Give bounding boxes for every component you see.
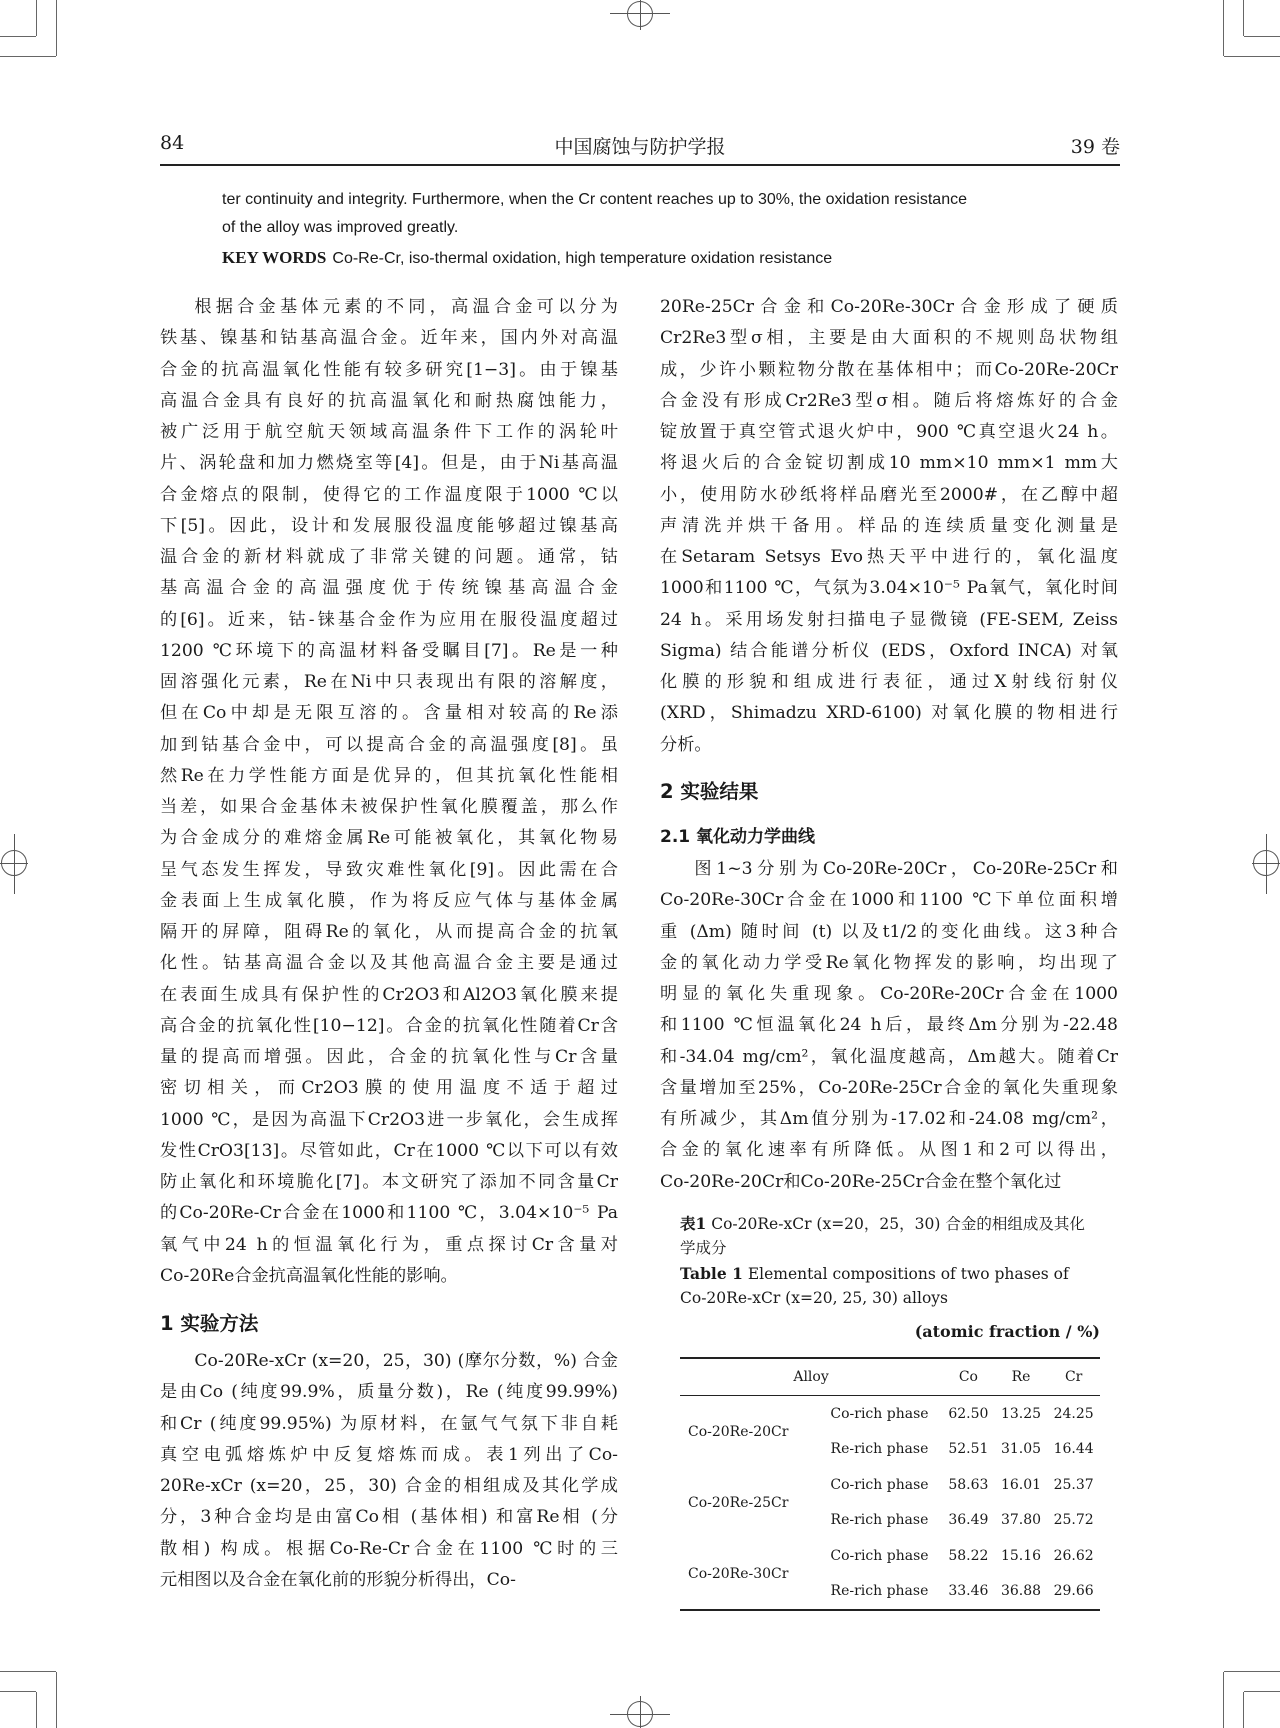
text-line: 下[5]。因此，设计和发展服役温度能够超过镍基高 <box>160 515 618 536</box>
phase-name: Co-rich phase <box>830 1405 929 1422</box>
running-header <box>160 132 1120 162</box>
text-line: 和1100 ℃恒温氧化24 h后，最终Δm分别为-22.48 <box>660 1015 1118 1036</box>
re-value: 37.80 <box>1000 1512 1042 1529</box>
re-value: 31.05 <box>1000 1441 1042 1458</box>
kinetics-paragraph <box>660 854 1118 1198</box>
text-line: 化性。钴基高温合金以及其他高温合金主要是通过 <box>160 953 618 974</box>
crop-mark <box>1224 56 1280 57</box>
text-line: 锭放置于真空管式退火炉中，900 ℃真空退火24 h。 <box>660 422 1118 442</box>
text-line: 分，3种合金均是由富Co相 (基体相) 和富Re相 (分 <box>160 1507 618 1528</box>
table-row <box>680 1396 1100 1432</box>
text-line: 含量增加至25%，Co-20Re-25Cr合金的氧化失重现象 <box>660 1077 1118 1098</box>
text-line: 在Setaram Setsys Evo热天平中进行的，氧化温度 <box>660 547 1118 567</box>
text-line: 成，少许小颗粒物分散在基体相中；而Co-20Re-20Cr <box>660 359 1118 380</box>
text-line: 合金的抗高温氧化性能有较多研究[1−3]。由于镍基 <box>160 359 618 380</box>
text-line: 的Co-20Re-Cr合金在1000和1100 ℃，3.04×10⁻⁵ Pa <box>160 1203 618 1224</box>
text-line: 的[6]。近来，钴-铼基合金作为应用在服役温度超过 <box>160 609 618 630</box>
co-value: 58.63 <box>948 1476 989 1493</box>
co-value: 36.49 <box>948 1512 989 1529</box>
text-line: 铁基、镍基和钴基高温合金。近年来，国内外对高温 <box>160 328 618 349</box>
text-line: 当差，如果合金基体未被保护性氧化膜覆盖，那么作 <box>160 797 618 817</box>
crop-mark <box>1224 1671 1280 1672</box>
table-header-row <box>680 1358 1100 1396</box>
text-line: Co-20Re合金抗高温氧化性能的影响。 <box>160 1265 458 1286</box>
cr-value: 25.37 <box>1053 1476 1094 1493</box>
crop-mark <box>1223 0 1224 56</box>
text-line: (XRD，Shimadzu XRD-6100) 对氧化膜的物相进行 <box>660 703 1118 724</box>
col-header-alloy: Alloy <box>793 1369 829 1385</box>
text-line: 但在Co中却是无限互溶的。含量相对较高的Re添 <box>160 703 618 724</box>
text-line: 合金的氧化速率有所降低。从图1和2可以得出， <box>660 1140 1118 1161</box>
text-line: Co-20Re-20Cr和Co-20Re-25Cr合金在整个氧化过 <box>660 1171 1062 1192</box>
crop-mark <box>0 56 56 57</box>
table-caption-en <box>680 1262 1100 1310</box>
crop-mark <box>1243 1692 1244 1728</box>
methods-paragraph <box>160 1346 618 1596</box>
phase-name: Re-rich phase <box>830 1441 929 1458</box>
text-line: 温合金的新材料就成了非常关键的问题。通常，钴 <box>160 547 618 567</box>
co-value: 52.51 <box>948 1441 989 1458</box>
phase-name: Re-rich phase <box>830 1583 929 1600</box>
text-line: Co-20Re-30Cr合金在1000和1100 ℃下单位面积增 <box>660 890 1118 911</box>
crop-mark <box>0 1671 56 1672</box>
text-line: 金的氧化动力学受Re氧化物挥发的影响，均出现了 <box>660 952 1118 973</box>
crop-mark <box>36 1692 37 1728</box>
text-line: 根据合金基体元素的不同，高温合金可以分为 <box>194 297 618 317</box>
crop-mark <box>1223 1672 1224 1728</box>
subsection-2-1-title: 2.1 氧化动力学曲线 <box>660 827 816 847</box>
alloy-name: Co-20Re-25Cr <box>688 1494 789 1511</box>
cr-value: 29.66 <box>1053 1583 1094 1600</box>
re-value: 13.25 <box>1000 1405 1042 1422</box>
text-line: 20Re-25Cr合金和Co-20Re-30Cr合金形成了硬质 <box>660 297 1118 317</box>
table-unit: (atomic fraction / %) <box>914 1322 1100 1341</box>
crop-mark <box>56 1672 57 1728</box>
table-label-cn: 表1 <box>680 1214 707 1233</box>
text-line: 24 h。采用场发射扫描电子显微镜 (FE-SEM, Zeiss <box>660 609 1118 630</box>
keywords <box>222 244 1102 273</box>
crop-mark <box>36 0 37 36</box>
co-value: 62.50 <box>948 1405 989 1422</box>
text-line: 化膜的形貌和组成进行表征，通过X射线衍射仪 <box>660 672 1118 692</box>
col-header-cr: Cr <box>1064 1369 1083 1385</box>
table-caption-cn <box>680 1212 1100 1260</box>
co-value: 58.22 <box>948 1547 989 1564</box>
crop-mark <box>1243 0 1244 36</box>
table-caption-cn-text: Co-20Re-xCr (x=20，25，30) 合金的相组成及其化学成分 <box>680 1215 1085 1257</box>
text-line: 和-34.04 mg/cm²，氧化温度越高，Δm越大。随着Cr <box>660 1046 1118 1067</box>
text-line: 高温合金具有良好的抗高温氧化和耐热腐蚀能力， <box>160 390 618 411</box>
crop-mark <box>0 1691 36 1692</box>
table-row <box>680 1538 1100 1574</box>
text-line: 图1~3分别为Co-20Re-20Cr，Co-20Re-25Cr和 <box>694 859 1118 879</box>
text-line: 为合金成分的难熔金属Re可能被氧化，其氧化物易 <box>160 828 618 849</box>
text-line: 明显的氧化失重现象。Co-20Re-20Cr合金在1000 <box>660 984 1118 1004</box>
text-line: 合金熔点的限制，使得它的工作温度限于1000 ℃以 <box>160 484 618 505</box>
text-line: 然Re在力学性能方面是优异的，但其抗氧化性能相 <box>160 765 618 786</box>
crop-mark <box>1244 36 1280 37</box>
text-line: 加到钴基合金中，可以提高合金的高温强度[8]。虽 <box>160 734 618 755</box>
phase-name: Co-rich phase <box>830 1547 929 1564</box>
phase-name: Re-rich phase <box>830 1512 929 1529</box>
text-line: 片、涡轮盘和加力燃烧室等[4]。但是，由于Ni基高温 <box>160 453 618 474</box>
text-line: 是由Co (纯度99.9%，质量分数)，Re (纯度99.99%) <box>160 1382 618 1403</box>
text-line: 分析。 <box>660 734 712 755</box>
text-line: 和Cr (纯度99.95%) 为原材料，在氩气气氛下非自耗 <box>160 1413 618 1434</box>
section-2-title: 2 实验结果 <box>660 780 759 803</box>
col-header-re: Re <box>1011 1369 1031 1385</box>
page-number: 84 <box>160 132 185 154</box>
text-line: 被广泛用于航空航天领域高温条件下工作的涡轮叶 <box>160 422 618 442</box>
text-line: 将退火后的合金锭切割成10 mm×10 mm×1 mm大 <box>660 453 1118 474</box>
text-line: 氧气中24 h的恒温氧化行为，重点探讨Cr含量对 <box>160 1234 618 1255</box>
text-line: Sigma) 结合能谱分析仪 (EDS，Oxford INCA) 对氧 <box>660 640 1118 661</box>
text-line: 20Re-xCr (x=20，25，30) 合金的相组成及其化学成 <box>160 1476 618 1496</box>
text-line: 元相图以及合金在氧化前的形貌分析得出，Co- <box>160 1569 516 1590</box>
cr-value: 25.72 <box>1053 1512 1094 1529</box>
keywords-text: Co-Re-Cr, iso-thermal oxidation, high temperature oxidation resistance <box>332 250 833 267</box>
text-line: 1200 ℃环境下的高温材料备受瞩目[7]。Re是一种 <box>160 640 618 661</box>
abstract-line: ter continuity and integrity. Furthermore, when the Cr content reaches up to 30%, the oxidation resistance <box>222 191 967 208</box>
re-value: 36.88 <box>1000 1583 1042 1600</box>
abstract-line: of the alloy was improved greatly. <box>222 219 459 236</box>
text-line: 高合金的抗氧化性[10−12]。合金的抗氧化性随着Cr含 <box>160 1015 618 1036</box>
section-1-title: 1 实验方法 <box>160 1312 259 1335</box>
crop-mark <box>56 0 57 56</box>
volume-label: 39 卷 <box>1070 136 1120 158</box>
co-value: 33.46 <box>948 1583 989 1600</box>
text-line: 发性CrO3[13]。尽管如此，Cr在1000 ℃以下可以有效 <box>160 1140 618 1161</box>
text-line: 密切相关，而Cr2O3膜的使用温度不适于超过 <box>160 1078 618 1099</box>
text-line: 1000 ℃，是因为高温下Cr2O3进一步氧化，会生成挥 <box>160 1109 618 1130</box>
cr-value: 16.44 <box>1053 1441 1094 1458</box>
text-line: 真空电弧熔炼炉中反复熔炼而成。表1列出了Co- <box>160 1444 618 1465</box>
col-header-co: Co <box>958 1369 978 1385</box>
keywords-label: KEY WORDS <box>222 248 327 267</box>
text-line: 防止氧化和环境脆化[7]。本文研究了添加不同含量Cr <box>160 1172 618 1192</box>
table-row <box>680 1467 1100 1503</box>
text-line: 小，使用防水砂纸将样品磨光至2000#，在乙醇中超 <box>660 484 1118 505</box>
cr-value: 24.25 <box>1053 1405 1094 1422</box>
text-line: 固溶强化元素，Re在Ni中只表现出有限的溶解度， <box>160 672 618 692</box>
table-label-en: Table 1 <box>680 1264 743 1283</box>
text-line: Co-20Re-xCr (x=20，25，30) (摩尔分数，%) 合金 <box>194 1351 618 1371</box>
text-line: 呈气态发生挥发，导致灾难性氧化[9]。因此需在合 <box>160 859 618 880</box>
text-line: 有所减少，其Δm值分别为-17.02和-24.08 mg/cm²， <box>660 1109 1118 1129</box>
text-line: 金表面上生成氧化膜，作为将反应气体与基体金属 <box>160 890 618 911</box>
table-caption-en-text: Elemental compositions of two phases of Co-20Re-xCr (x=20, 25, 30) alloys <box>680 1265 1069 1307</box>
crop-mark <box>0 36 36 37</box>
alloy-name: Co-20Re-20Cr <box>688 1423 789 1440</box>
methods-continued-paragraph <box>660 292 1118 761</box>
journal-title: 中国腐蚀与防护学报 <box>554 136 726 158</box>
text-line: 隔开的屏障，阻碍Re的氧化，从而提高合金的抗氧 <box>160 922 618 942</box>
text-line: 声清洗并烘干备用。样品的连续质量变化测量是 <box>660 515 1118 536</box>
composition-table <box>680 1357 1100 1611</box>
text-line: Cr2Re3型σ相，主要是由大面积的不规则岛状物组 <box>660 328 1118 349</box>
header-rule <box>160 164 1120 166</box>
phase-name: Co-rich phase <box>830 1476 929 1493</box>
text-line: 基高温合金的高温强度优于传统镍基高温合金 <box>160 578 618 599</box>
re-value: 16.01 <box>1000 1476 1042 1493</box>
text-line: 1000和1100 ℃，气氛为3.04×10⁻⁵ Pa氧气，氧化时间 <box>660 578 1118 599</box>
text-line: 散相) 构成。根据Co-Re-Cr合金在1100 ℃时的三 <box>160 1538 618 1559</box>
text-line: 在表面生成具有保护性的Cr2O3和Al2O3氧化膜来提 <box>160 984 618 1005</box>
text-line: 合金没有形成Cr2Re3型σ相。随后将熔炼好的合金 <box>660 390 1118 411</box>
re-value: 15.16 <box>1000 1547 1042 1564</box>
alloy-name: Co-20Re-30Cr <box>688 1565 789 1582</box>
cr-value: 26.62 <box>1053 1547 1094 1564</box>
text-line: 重 (Δm) 随时间 (t) 以及t1/2的变化曲线。这3种合 <box>660 921 1118 942</box>
crop-mark <box>1244 1691 1280 1692</box>
text-line: 量的提高而增强。因此，合金的抗氧化性与Cr含量 <box>160 1047 618 1067</box>
intro-paragraph <box>160 292 618 1292</box>
